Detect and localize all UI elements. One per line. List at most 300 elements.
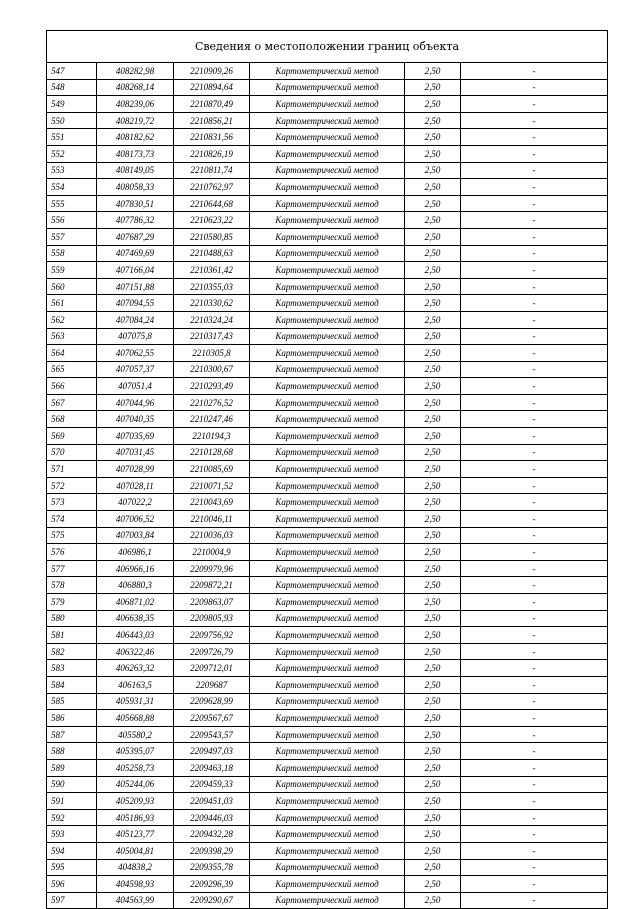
point-number-cell: 579	[47, 594, 97, 611]
table-row	[47, 461, 607, 478]
x-coordinate-cell: 405244,06	[97, 776, 174, 793]
accuracy-cell: 2,50	[405, 278, 461, 295]
table-row	[47, 726, 607, 743]
point-number-cell: 566	[47, 378, 97, 395]
method-cell: Картометрический метод	[250, 311, 405, 328]
y-coordinate-cell: 2210826,19	[174, 145, 250, 162]
point-number-cell: 594	[47, 842, 97, 859]
x-coordinate-cell: 404598,93	[97, 876, 174, 893]
note-cell: -	[461, 444, 608, 461]
x-coordinate-cell: 407166,04	[97, 262, 174, 279]
note-cell: -	[461, 627, 608, 644]
table-row	[47, 627, 607, 644]
y-coordinate-cell: 2210355,03	[174, 278, 250, 295]
x-coordinate-cell: 406163,5	[97, 676, 174, 693]
accuracy-cell: 2,50	[405, 195, 461, 212]
method-cell: Картометрический метод	[250, 809, 405, 826]
method-cell: Картометрический метод	[250, 394, 405, 411]
point-number-cell: 569	[47, 428, 97, 445]
method-cell: Картометрический метод	[250, 461, 405, 478]
y-coordinate-cell: 2209543,57	[174, 726, 250, 743]
y-coordinate-cell: 2210831,56	[174, 129, 250, 146]
accuracy-cell: 2,50	[405, 676, 461, 693]
x-coordinate-cell: 407022,2	[97, 494, 174, 511]
table-row	[47, 560, 607, 577]
note-cell: -	[461, 179, 608, 196]
method-cell: Картометрический метод	[250, 145, 405, 162]
point-number-cell: 575	[47, 527, 97, 544]
accuracy-cell: 2,50	[405, 892, 461, 908]
note-cell: -	[461, 145, 608, 162]
accuracy-cell: 2,50	[405, 477, 461, 494]
table-row	[47, 79, 607, 96]
accuracy-cell: 2,50	[405, 461, 461, 478]
table-row	[47, 892, 607, 908]
y-coordinate-cell: 2210046,11	[174, 511, 250, 528]
point-number-cell: 573	[47, 494, 97, 511]
table-row	[47, 345, 607, 362]
method-cell: Картометрический метод	[250, 195, 405, 212]
point-number-cell: 572	[47, 477, 97, 494]
point-number-cell: 561	[47, 295, 97, 312]
point-number-cell: 587	[47, 726, 97, 743]
note-cell: -	[461, 345, 608, 362]
x-coordinate-cell: 406443,03	[97, 627, 174, 644]
note-cell: -	[461, 96, 608, 113]
y-coordinate-cell: 2209451,03	[174, 793, 250, 810]
table-row	[47, 328, 607, 345]
x-coordinate-cell: 407469,69	[97, 245, 174, 262]
note-cell: -	[461, 162, 608, 179]
y-coordinate-cell: 2210071,52	[174, 477, 250, 494]
method-cell: Картометрический метод	[250, 511, 405, 528]
table-row	[47, 859, 607, 876]
accuracy-cell: 2,50	[405, 428, 461, 445]
method-cell: Картометрический метод	[250, 726, 405, 743]
x-coordinate-cell: 407084,24	[97, 311, 174, 328]
method-cell: Картометрический метод	[250, 676, 405, 693]
coordinates-table	[47, 63, 607, 908]
method-cell: Картометрический метод	[250, 262, 405, 279]
method-cell: Картометрический метод	[250, 594, 405, 611]
note-cell: -	[461, 693, 608, 710]
accuracy-cell: 2,50	[405, 212, 461, 229]
y-coordinate-cell: 2210909,26	[174, 63, 250, 79]
accuracy-cell: 2,50	[405, 145, 461, 162]
table-row	[47, 411, 607, 428]
table-row	[47, 212, 607, 229]
y-coordinate-cell: 2209296,39	[174, 876, 250, 893]
accuracy-cell: 2,50	[405, 411, 461, 428]
point-number-cell: 549	[47, 96, 97, 113]
note-cell: -	[461, 278, 608, 295]
table-row	[47, 278, 607, 295]
accuracy-cell: 2,50	[405, 544, 461, 561]
point-number-cell: 553	[47, 162, 97, 179]
table-row	[47, 195, 607, 212]
y-coordinate-cell: 2210305,8	[174, 345, 250, 362]
table-row	[47, 660, 607, 677]
note-cell: -	[461, 112, 608, 129]
x-coordinate-cell: 407028,11	[97, 477, 174, 494]
accuracy-cell: 2,50	[405, 511, 461, 528]
method-cell: Картометрический метод	[250, 577, 405, 594]
table-row	[47, 245, 607, 262]
accuracy-cell: 2,50	[405, 361, 461, 378]
x-coordinate-cell: 407035,69	[97, 428, 174, 445]
x-coordinate-cell: 407786,32	[97, 212, 174, 229]
accuracy-cell: 2,50	[405, 394, 461, 411]
method-cell: Картометрический метод	[250, 842, 405, 859]
method-cell: Картометрический метод	[250, 892, 405, 908]
accuracy-cell: 2,50	[405, 826, 461, 843]
table-row	[47, 710, 607, 727]
y-coordinate-cell: 2209687	[174, 676, 250, 693]
x-coordinate-cell: 408058,33	[97, 179, 174, 196]
table-row	[47, 511, 607, 528]
y-coordinate-cell: 2209872,21	[174, 577, 250, 594]
accuracy-cell: 2,50	[405, 577, 461, 594]
table-body	[47, 63, 607, 908]
accuracy-cell: 2,50	[405, 643, 461, 660]
point-number-cell: 563	[47, 328, 97, 345]
note-cell: -	[461, 411, 608, 428]
x-coordinate-cell: 407051,4	[97, 378, 174, 395]
note-cell: -	[461, 262, 608, 279]
y-coordinate-cell: 2210580,85	[174, 228, 250, 245]
method-cell: Картометрический метод	[250, 876, 405, 893]
note-cell: -	[461, 494, 608, 511]
method-cell: Картометрический метод	[250, 378, 405, 395]
x-coordinate-cell: 405580,2	[97, 726, 174, 743]
point-number-cell: 581	[47, 627, 97, 644]
y-coordinate-cell: 2210043,69	[174, 494, 250, 511]
note-cell: -	[461, 726, 608, 743]
y-coordinate-cell: 2210004,9	[174, 544, 250, 561]
x-coordinate-cell: 408173,73	[97, 145, 174, 162]
accuracy-cell: 2,50	[405, 245, 461, 262]
point-number-cell: 595	[47, 859, 97, 876]
method-cell: Картометрический метод	[250, 328, 405, 345]
table-row	[47, 809, 607, 826]
note-cell: -	[461, 826, 608, 843]
point-number-cell: 567	[47, 394, 97, 411]
note-cell: -	[461, 195, 608, 212]
y-coordinate-cell: 2210644,68	[174, 195, 250, 212]
method-cell: Картометрический метод	[250, 79, 405, 96]
x-coordinate-cell: 406871,02	[97, 594, 174, 611]
y-coordinate-cell: 2209756,92	[174, 627, 250, 644]
method-cell: Картометрический метод	[250, 643, 405, 660]
point-number-cell: 589	[47, 759, 97, 776]
accuracy-cell: 2,50	[405, 129, 461, 146]
note-cell: -	[461, 643, 608, 660]
y-coordinate-cell: 2210856,21	[174, 112, 250, 129]
accuracy-cell: 2,50	[405, 660, 461, 677]
point-number-cell: 593	[47, 826, 97, 843]
accuracy-cell: 2,50	[405, 262, 461, 279]
y-coordinate-cell: 2210488,63	[174, 245, 250, 262]
table-row	[47, 759, 607, 776]
note-cell: -	[461, 79, 608, 96]
table-row	[47, 643, 607, 660]
x-coordinate-cell: 407075,8	[97, 328, 174, 345]
note-cell: -	[461, 461, 608, 478]
point-number-cell: 564	[47, 345, 97, 362]
note-cell: -	[461, 228, 608, 245]
x-coordinate-cell: 404563,99	[97, 892, 174, 908]
method-cell: Картометрический метод	[250, 527, 405, 544]
note-cell: -	[461, 245, 608, 262]
accuracy-cell: 2,50	[405, 842, 461, 859]
note-cell: -	[461, 676, 608, 693]
table-row	[47, 793, 607, 810]
x-coordinate-cell: 407151,88	[97, 278, 174, 295]
note-cell: -	[461, 743, 608, 760]
x-coordinate-cell: 407031,45	[97, 444, 174, 461]
point-number-cell: 596	[47, 876, 97, 893]
point-number-cell: 560	[47, 278, 97, 295]
y-coordinate-cell: 2210762,97	[174, 179, 250, 196]
y-coordinate-cell: 2209863,07	[174, 594, 250, 611]
x-coordinate-cell: 406638,35	[97, 610, 174, 627]
table-row	[47, 676, 607, 693]
accuracy-cell: 2,50	[405, 378, 461, 395]
x-coordinate-cell: 406263,32	[97, 660, 174, 677]
note-cell: -	[461, 594, 608, 611]
accuracy-cell: 2,50	[405, 494, 461, 511]
accuracy-cell: 2,50	[405, 345, 461, 362]
y-coordinate-cell: 2210293,49	[174, 378, 250, 395]
table-row	[47, 262, 607, 279]
note-cell: -	[461, 809, 608, 826]
note-cell: -	[461, 759, 608, 776]
x-coordinate-cell: 407040,35	[97, 411, 174, 428]
note-cell: -	[461, 710, 608, 727]
accuracy-cell: 2,50	[405, 743, 461, 760]
table-row	[47, 494, 607, 511]
accuracy-cell: 2,50	[405, 726, 461, 743]
method-cell: Картометрический метод	[250, 295, 405, 312]
table-row	[47, 378, 607, 395]
y-coordinate-cell: 2210811,74	[174, 162, 250, 179]
method-cell: Картометрический метод	[250, 477, 405, 494]
point-number-cell: 590	[47, 776, 97, 793]
point-number-cell: 591	[47, 793, 97, 810]
method-cell: Картометрический метод	[250, 96, 405, 113]
accuracy-cell: 2,50	[405, 560, 461, 577]
table-row	[47, 228, 607, 245]
point-number-cell: 580	[47, 610, 97, 627]
table-row	[47, 112, 607, 129]
y-coordinate-cell: 2209726,79	[174, 643, 250, 660]
note-cell: -	[461, 311, 608, 328]
accuracy-cell: 2,50	[405, 693, 461, 710]
note-cell: -	[461, 544, 608, 561]
x-coordinate-cell: 405668,88	[97, 710, 174, 727]
table-row	[47, 145, 607, 162]
point-number-cell: 559	[47, 262, 97, 279]
point-number-cell: 558	[47, 245, 97, 262]
y-coordinate-cell: 2209628,99	[174, 693, 250, 710]
note-cell: -	[461, 477, 608, 494]
accuracy-cell: 2,50	[405, 228, 461, 245]
method-cell: Картометрический метод	[250, 776, 405, 793]
x-coordinate-cell: 407057,37	[97, 361, 174, 378]
method-cell: Картометрический метод	[250, 826, 405, 843]
table-row	[47, 162, 607, 179]
method-cell: Картометрический метод	[250, 411, 405, 428]
table-row	[47, 610, 607, 627]
x-coordinate-cell: 405004,81	[97, 842, 174, 859]
note-cell: -	[461, 610, 608, 627]
point-number-cell: 568	[47, 411, 97, 428]
note-cell: -	[461, 328, 608, 345]
x-coordinate-cell: 407094,55	[97, 295, 174, 312]
accuracy-cell: 2,50	[405, 311, 461, 328]
table-row	[47, 96, 607, 113]
table-row	[47, 477, 607, 494]
x-coordinate-cell: 406966,16	[97, 560, 174, 577]
method-cell: Картометрический метод	[250, 859, 405, 876]
y-coordinate-cell: 2209712,01	[174, 660, 250, 677]
method-cell: Картометрический метод	[250, 278, 405, 295]
x-coordinate-cell: 406322,46	[97, 643, 174, 660]
method-cell: Картометрический метод	[250, 345, 405, 362]
x-coordinate-cell: 405931,31	[97, 693, 174, 710]
method-cell: Картометрический метод	[250, 710, 405, 727]
method-cell: Картометрический метод	[250, 63, 405, 79]
note-cell: -	[461, 527, 608, 544]
accuracy-cell: 2,50	[405, 179, 461, 196]
accuracy-cell: 2,50	[405, 112, 461, 129]
accuracy-cell: 2,50	[405, 527, 461, 544]
table-row	[47, 428, 607, 445]
accuracy-cell: 2,50	[405, 776, 461, 793]
table-row	[47, 295, 607, 312]
y-coordinate-cell: 2210361,42	[174, 262, 250, 279]
y-coordinate-cell: 2209567,67	[174, 710, 250, 727]
note-cell: -	[461, 876, 608, 893]
document-sheet	[46, 30, 608, 909]
point-number-cell: 576	[47, 544, 97, 561]
note-cell: -	[461, 776, 608, 793]
point-number-cell: 586	[47, 710, 97, 727]
point-number-cell: 552	[47, 145, 97, 162]
point-number-cell: 550	[47, 112, 97, 129]
table-row	[47, 826, 607, 843]
method-cell: Картометрический метод	[250, 693, 405, 710]
accuracy-cell: 2,50	[405, 444, 461, 461]
note-cell: -	[461, 361, 608, 378]
x-coordinate-cell: 405123,77	[97, 826, 174, 843]
note-cell: -	[461, 560, 608, 577]
table-row	[47, 544, 607, 561]
point-number-cell: 551	[47, 129, 97, 146]
x-coordinate-cell: 408182,62	[97, 129, 174, 146]
method-cell: Картометрический метод	[250, 560, 405, 577]
table-row	[47, 693, 607, 710]
method-cell: Картометрический метод	[250, 179, 405, 196]
y-coordinate-cell: 2210330,62	[174, 295, 250, 312]
point-number-cell: 557	[47, 228, 97, 245]
point-number-cell: 577	[47, 560, 97, 577]
y-coordinate-cell: 2210276,52	[174, 394, 250, 411]
x-coordinate-cell: 407044,96	[97, 394, 174, 411]
point-number-cell: 570	[47, 444, 97, 461]
x-coordinate-cell: 408282,98	[97, 63, 174, 79]
method-cell: Картометрический метод	[250, 129, 405, 146]
accuracy-cell: 2,50	[405, 759, 461, 776]
method-cell: Картометрический метод	[250, 112, 405, 129]
accuracy-cell: 2,50	[405, 594, 461, 611]
y-coordinate-cell: 2209446,03	[174, 809, 250, 826]
method-cell: Картометрический метод	[250, 743, 405, 760]
note-cell: -	[461, 428, 608, 445]
y-coordinate-cell: 2210623,22	[174, 212, 250, 229]
accuracy-cell: 2,50	[405, 627, 461, 644]
point-number-cell: 571	[47, 461, 97, 478]
x-coordinate-cell: 408268,14	[97, 79, 174, 96]
note-cell: -	[461, 511, 608, 528]
table-row	[47, 876, 607, 893]
table-row	[47, 444, 607, 461]
x-coordinate-cell: 407003,84	[97, 527, 174, 544]
method-cell: Картометрический метод	[250, 212, 405, 229]
table-row	[47, 63, 607, 79]
method-cell: Картометрический метод	[250, 793, 405, 810]
method-cell: Картометрический метод	[250, 361, 405, 378]
x-coordinate-cell: 407687,29	[97, 228, 174, 245]
x-coordinate-cell: 407062,55	[97, 345, 174, 362]
accuracy-cell: 2,50	[405, 876, 461, 893]
accuracy-cell: 2,50	[405, 809, 461, 826]
x-coordinate-cell: 405209,93	[97, 793, 174, 810]
point-number-cell: 588	[47, 743, 97, 760]
note-cell: -	[461, 660, 608, 677]
method-cell: Картометрический метод	[250, 428, 405, 445]
x-coordinate-cell: 407830,51	[97, 195, 174, 212]
note-cell: -	[461, 63, 608, 79]
accuracy-cell: 2,50	[405, 859, 461, 876]
y-coordinate-cell: 2209805,93	[174, 610, 250, 627]
note-cell: -	[461, 577, 608, 594]
accuracy-cell: 2,50	[405, 328, 461, 345]
note-cell: -	[461, 793, 608, 810]
method-cell: Картометрический метод	[250, 660, 405, 677]
x-coordinate-cell: 408219,72	[97, 112, 174, 129]
table-row	[47, 527, 607, 544]
y-coordinate-cell: 2210894,64	[174, 79, 250, 96]
y-coordinate-cell: 2209979,96	[174, 560, 250, 577]
method-cell: Картометрический метод	[250, 444, 405, 461]
y-coordinate-cell: 2210247,46	[174, 411, 250, 428]
y-coordinate-cell: 2210300,67	[174, 361, 250, 378]
point-number-cell: 584	[47, 676, 97, 693]
y-coordinate-cell: 2210194,3	[174, 428, 250, 445]
note-cell: -	[461, 859, 608, 876]
accuracy-cell: 2,50	[405, 79, 461, 96]
x-coordinate-cell: 406986,1	[97, 544, 174, 561]
y-coordinate-cell: 2210324,24	[174, 311, 250, 328]
y-coordinate-cell: 2210317,43	[174, 328, 250, 345]
accuracy-cell: 2,50	[405, 96, 461, 113]
point-number-cell: 556	[47, 212, 97, 229]
point-number-cell: 574	[47, 511, 97, 528]
note-cell: -	[461, 129, 608, 146]
method-cell: Картометрический метод	[250, 245, 405, 262]
y-coordinate-cell: 2209398,29	[174, 842, 250, 859]
